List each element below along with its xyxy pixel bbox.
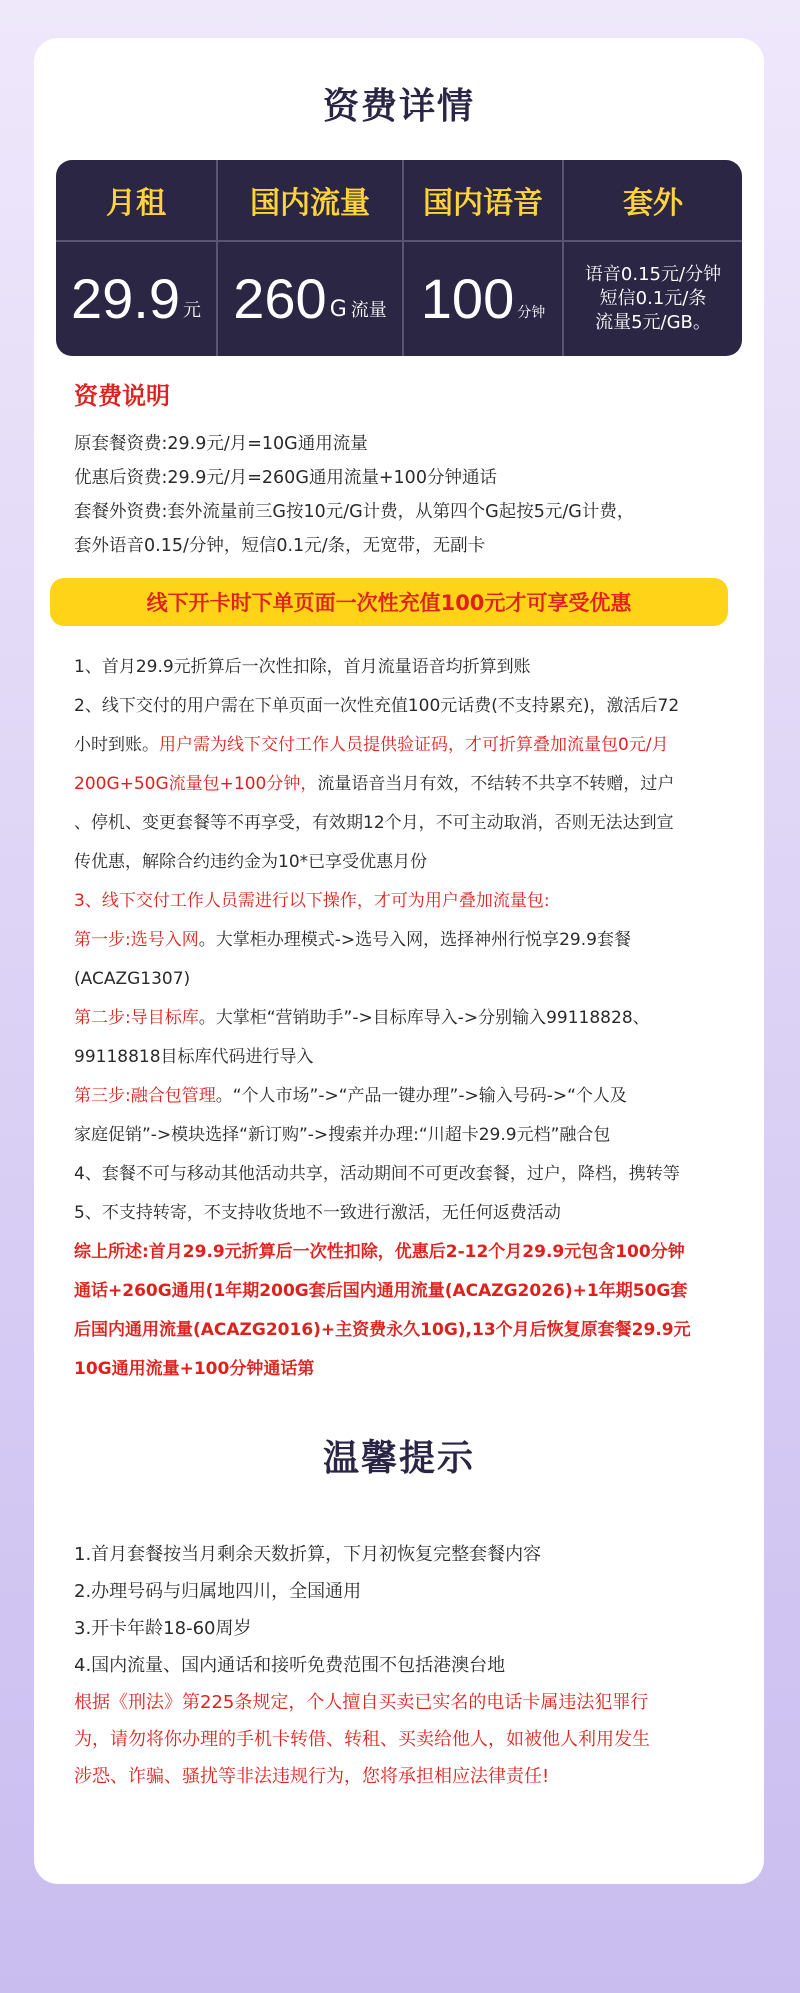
fee-desc-text bbox=[74, 427, 734, 563]
rule-text: 流量语音当月有效，不结转不共享不转赠，过户 bbox=[317, 774, 675, 794]
rule-line bbox=[74, 921, 744, 960]
rule-text: 第一步:选号入网 bbox=[74, 930, 199, 950]
rule-text: 、停机、变更套餐等不再享受，有效期12个月，不可主动取消，否则无法达到宣 bbox=[74, 813, 674, 833]
rule-text: (ACAZG1307) bbox=[74, 969, 191, 989]
voice-value: 100 bbox=[420, 267, 515, 330]
rule-line bbox=[74, 1077, 744, 1116]
rule-line bbox=[74, 882, 744, 921]
monthly-fee-value: 29.9 bbox=[71, 267, 180, 330]
rule-line bbox=[74, 1311, 744, 1350]
rule-text: 3、线下交付工作人员需进行以下操作，才可为用户叠加流量包: bbox=[74, 891, 550, 911]
rule-text: 99118818目标库代码进行导入 bbox=[74, 1047, 314, 1067]
header-data: 国内流量 bbox=[250, 186, 370, 221]
tip-line: 4.国内流量、国内通话和接听免费范围不包括港澳台地 bbox=[74, 1655, 506, 1676]
tip-line: 为，请勿将你办理的手机卡转借、转租、买卖给他人，如被他人利用发生 bbox=[74, 1729, 650, 1750]
offer-banner: 线下开卡时下单页面一次性充值100元才可享受优惠 bbox=[50, 578, 728, 626]
rule-text: 小时到账。 bbox=[74, 735, 159, 755]
data-unit: G bbox=[329, 297, 347, 322]
voice-unit: 分钟 bbox=[517, 305, 546, 321]
rule-text: 。大掌柜办理模式->选号入网，选择神州行悦享29.9套餐 bbox=[198, 930, 631, 950]
tip-line: 根据《刑法》第225条规定，个人擅自买卖已实名的电话卡属违法犯罪行 bbox=[74, 1692, 649, 1713]
rule-line bbox=[74, 726, 744, 765]
data-unit-label: 流量 bbox=[350, 300, 387, 321]
rule-line bbox=[74, 804, 744, 843]
rule-text: 家庭促销”->模块选择“新订购”->搜索并办理:“川超卡29.9元档”融合包 bbox=[74, 1125, 611, 1145]
rule-text: 用户需为线下交付工作人员提供验证码，才可折算叠加流量包0元/月 bbox=[159, 735, 669, 755]
rules-list bbox=[74, 648, 744, 1389]
rule-text: 2、线下交付的用户需在下单页面一次性充值100元话费(不支持累充)，激活后72 bbox=[74, 696, 680, 716]
page-title: 资费详情 bbox=[322, 86, 475, 127]
rule-line bbox=[74, 687, 744, 726]
extra-sms: 短信0.1元/条 bbox=[599, 288, 707, 309]
rule-line bbox=[74, 999, 744, 1038]
rule-line bbox=[74, 1272, 744, 1311]
fee-desc-line: 套外语音0.15/分钟，短信0.1元/条，无宽带，无副卡 bbox=[74, 536, 486, 556]
extra-data: 流量5元/GB。 bbox=[595, 312, 711, 333]
rule-text: 1、首月29.9元折算后一次性扣除，首月流量语音均折算到账 bbox=[74, 657, 531, 677]
fee-table bbox=[56, 160, 742, 356]
rule-line bbox=[74, 960, 744, 999]
rule-text: 第二步:导目标库 bbox=[74, 1008, 199, 1028]
tip-line: 1.首月套餐按当月剩余天数折算，下月初恢复完整套餐内容 bbox=[74, 1544, 542, 1565]
rule-text: 10G通用流量+100分钟通话第 bbox=[74, 1359, 315, 1379]
rule-text: 。“个人市场”->“产品一键办理”->输入号码->“个人及 bbox=[215, 1086, 627, 1106]
fee-desc-line: 套餐外资费:套外流量前三G按10元/G计费，从第四个G起按5元/G计费， bbox=[74, 502, 635, 522]
rule-text: 后国内通用流量(ACAZG2016)+主资费永久10G),13个月后恢复原套餐29.9元 bbox=[74, 1320, 691, 1340]
rule-line bbox=[74, 1194, 744, 1233]
rule-text: 5、不支持转寄，不支持收货地不一致进行激活，无任何返费活动 bbox=[74, 1203, 561, 1223]
extra-voice: 语音0.15元/分钟 bbox=[584, 264, 722, 285]
monthly-fee-cell bbox=[56, 242, 216, 356]
tips-title: 温馨提示 bbox=[322, 1438, 475, 1479]
content-card bbox=[34, 38, 764, 1884]
fee-desc-line: 优惠后资费:29.9元/月=260G通用流量+100分钟通话 bbox=[74, 468, 497, 488]
header-voice: 国内语音 bbox=[423, 186, 543, 221]
header-extra: 套外 bbox=[623, 186, 683, 221]
rule-text: 第三步:融合包管理 bbox=[74, 1086, 216, 1106]
header-monthly: 月租 bbox=[106, 186, 166, 221]
rule-line bbox=[74, 1038, 744, 1077]
rule-text: 通话+260G通用(1年期200G套后国内通用流量(ACAZG2026)+1年期50G套 bbox=[74, 1281, 688, 1301]
rule-text: 综上所述:首月29.9元折算后一次性扣除，优惠后2-12个月29.9元包含100分钟 bbox=[74, 1242, 685, 1262]
rule-text: 4、套餐不可与移动其他活动共享，活动期间不可更改套餐，过户，降档，携转等 bbox=[74, 1164, 680, 1184]
monthly-fee-unit: 元 bbox=[183, 300, 201, 321]
fee-desc-title: 资费说明 bbox=[74, 382, 170, 410]
rule-line bbox=[74, 1116, 744, 1155]
voice-cell bbox=[404, 242, 562, 356]
rule-text: 传优惠，解除合约违约金为10*已享受优惠月份 bbox=[74, 852, 428, 872]
rule-line bbox=[74, 765, 744, 804]
rule-line bbox=[74, 1233, 744, 1272]
rule-text: 。大掌柜“营销助手”->目标库导入->分别输入99118828、 bbox=[198, 1008, 650, 1028]
tip-line: 3.开卡年龄18-60周岁 bbox=[74, 1618, 252, 1639]
tip-line: 涉恐、诈骗、骚扰等非法违规行为，您将承担相应法律责任! bbox=[74, 1766, 550, 1787]
rule-text: 200G+50G流量包+100分钟， bbox=[74, 774, 318, 794]
rule-line bbox=[74, 1155, 744, 1194]
data-value: 260 bbox=[233, 267, 327, 330]
rule-line bbox=[74, 1350, 744, 1389]
tips-list bbox=[74, 1536, 744, 1795]
extra-cell bbox=[564, 242, 742, 356]
fee-desc-line: 原套餐资费:29.9元/月=10G通用流量 bbox=[74, 434, 368, 454]
data-cell bbox=[218, 242, 402, 356]
rule-line bbox=[74, 843, 744, 882]
tip-line: 2.办理号码与归属地四川，全国通用 bbox=[74, 1581, 362, 1602]
rule-line bbox=[74, 648, 744, 687]
